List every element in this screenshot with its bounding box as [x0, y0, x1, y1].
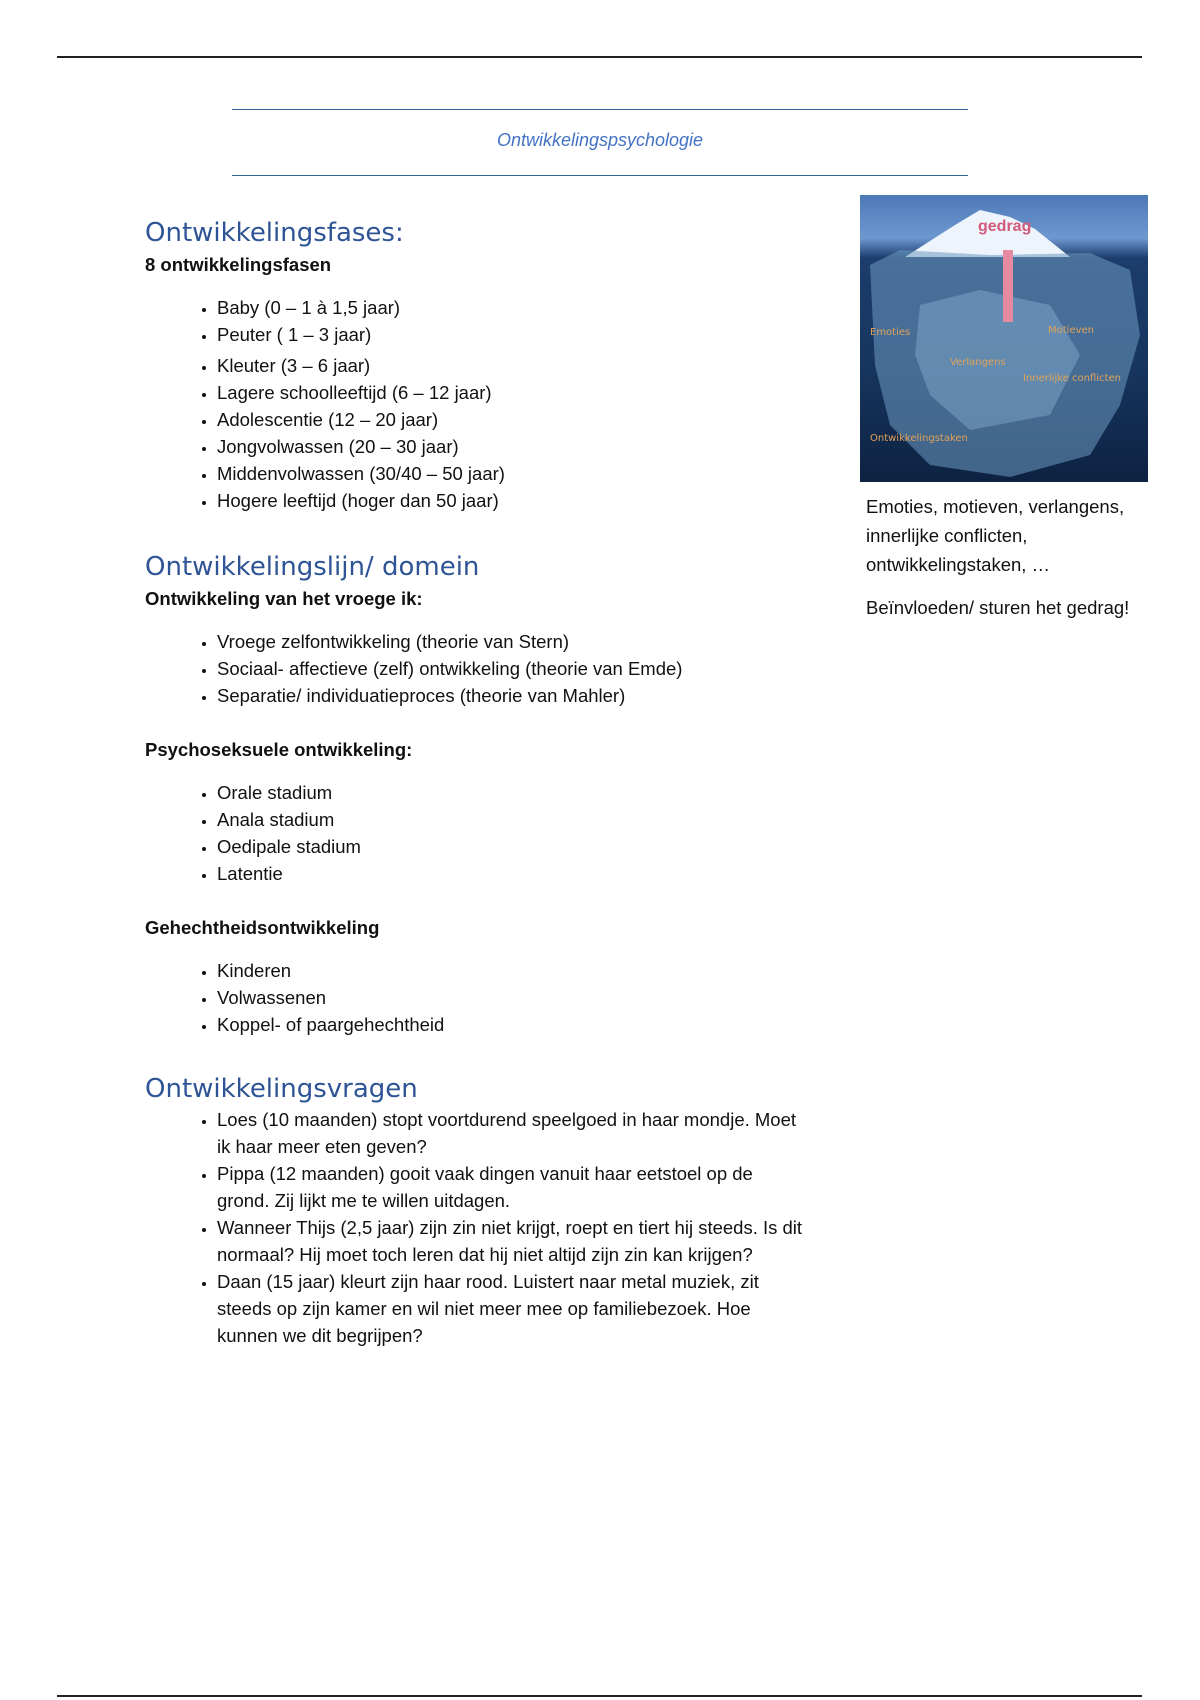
list-item: • Separatie/ individuatieproces (theorie van Mahler): [217, 682, 865, 709]
list-gehechtheid: [145, 957, 865, 1038]
iceberg-label: Emoties: [870, 327, 911, 338]
iceberg-label: Innerlijke conflicten: [1023, 373, 1121, 384]
iceberg-label: Ontwikkelingstaken: [870, 433, 968, 444]
list-item: • Orale stadium: [217, 779, 865, 806]
section-heading-domein: Ontwikkelingslijn/ domein: [145, 552, 480, 582]
list-psychoseksueel: [145, 779, 865, 887]
list-item: • Volwassenen: [217, 984, 865, 1011]
subheading-fasen: 8 ontwikkelingsfasen: [145, 254, 332, 275]
iceberg-image: [860, 195, 1148, 482]
subheading-vroege-ik: Ontwikkeling van het vroege ik:: [145, 588, 423, 609]
main-content: [145, 216, 865, 1349]
list-item: • Sociaal- affectieve (zelf) ontwikkeling (theorie van Emde): [217, 655, 865, 682]
page-title: Ontwikkelingspsychologie: [496, 130, 704, 150]
iceberg-label: Motieven: [1048, 325, 1095, 336]
iceberg-label-gedrag: gedrag: [978, 218, 1032, 235]
subheading-psychoseksueel: Psychoseksuele ontwikkeling:: [145, 739, 413, 760]
section-heading-fases: Ontwikkelingsfases:: [145, 218, 404, 248]
subheading-gehechtheid: Gehechtheidsontwikkeling: [145, 917, 380, 938]
page-bottom-rule: [57, 1695, 1142, 1697]
caption-line-2: Beïnvloeden/ sturen het gedrag!: [866, 597, 1130, 618]
list-item: • Oedipale stadium: [217, 833, 865, 860]
list-fasen: [145, 294, 865, 514]
list-item: • Vroege zelfontwikkeling (theorie van Stern): [217, 628, 865, 655]
list-item: • Anala stadium: [217, 806, 865, 833]
list-item: • Latentie: [217, 860, 865, 887]
list-item: • Daan (15 jaar) kleurt zijn haar rood. Luistert naar metal muziek, zit steeds op zijn kamer en wil niet meer mee op familiebezoek. Hoe kunnen we dit begrijpen?: [217, 1268, 805, 1349]
list-vroege-ik: [145, 628, 865, 709]
list-item: • Peuter ( 1 – 3 jaar): [217, 321, 865, 348]
section-heading-vragen: Ontwikkelingsvragen: [145, 1074, 418, 1104]
list-item: • Jongvolwassen (20 – 30 jaar): [217, 433, 865, 460]
list-item: • Pippa (12 maanden) gooit vaak dingen vanuit haar eetstoel op de grond. Zij lijkt me te willen uitdagen.: [217, 1160, 805, 1214]
title-rule-top: [232, 109, 968, 110]
list-item: • Hogere leeftijd (hoger dan 50 jaar): [217, 487, 865, 514]
list-item: • Loes (10 maanden) stopt voortdurend speelgoed in haar mondje. Moet ik haar meer eten geven?: [217, 1106, 805, 1160]
list-item: • Adolescentie (12 – 20 jaar): [217, 406, 865, 433]
iceberg-illustration: [860, 195, 1148, 482]
caption-line-1: Emoties, motieven, verlangens, innerlijke conflicten, ontwikkelingstaken, …: [866, 496, 1125, 575]
list-vragen: [145, 1106, 865, 1349]
list-item: • Wanneer Thijs (2,5 jaar) zijn zin niet krijgt, roept en tiert hij steeds. Is dit normaal? Hij moet toch leren dat hij niet altijd zijn zin kan krijgen?: [217, 1214, 805, 1268]
list-item: • Baby (0 – 1 à 1,5 jaar): [217, 294, 865, 321]
list-item: • Middenvolwassen (30/40 – 50 jaar): [217, 460, 865, 487]
list-item: • Kleuter (3 – 6 jaar): [217, 352, 865, 379]
iceberg-label: Verlangens: [950, 357, 1006, 368]
list-item: • Kinderen: [217, 957, 865, 984]
title-rule-bottom: [232, 175, 968, 176]
page-top-rule: [57, 56, 1142, 58]
list-item: • Lagere schoolleeftijd (6 – 12 jaar): [217, 379, 865, 406]
list-item: • Koppel- of paargehechtheid: [217, 1011, 865, 1038]
figure-caption: [866, 492, 1166, 622]
